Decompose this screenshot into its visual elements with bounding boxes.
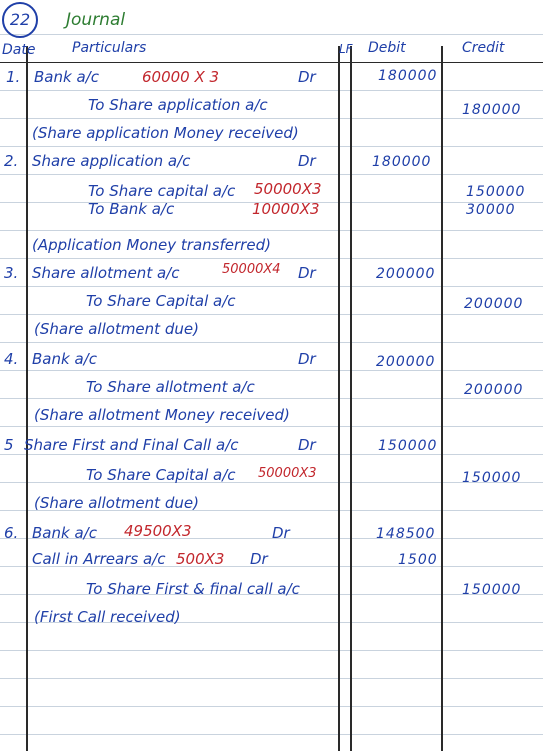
ruled-line (0, 678, 543, 679)
debit-calculation: 60000 X 3 (142, 68, 220, 86)
dr-marker: Dr (298, 152, 316, 170)
credit-amount-2: 30000 (466, 202, 516, 218)
dr-marker: Dr (298, 264, 316, 282)
header-underline (0, 62, 543, 63)
debit-account: Share allotment a/c (32, 264, 180, 282)
debit-calculation: 49500X3 (124, 522, 192, 540)
debit-account: Bank a/c (34, 68, 99, 86)
entry-number: 2. (4, 152, 19, 170)
ruled-line (0, 314, 543, 315)
debit-amount: 150000 (378, 438, 438, 454)
ruled-line (0, 650, 543, 651)
ruled-line (0, 118, 543, 119)
credit-account: To Share Capital a/c (86, 466, 236, 484)
credit-amount: 200000 (464, 296, 524, 312)
ruled-line (0, 342, 543, 343)
credit-account: To Share First & final call a/c (86, 580, 300, 598)
lf-column-divider-right (350, 46, 352, 751)
dr-marker: Dr (298, 68, 316, 86)
credit-amount: 150000 (466, 184, 526, 200)
ruled-line (0, 426, 543, 427)
debit-amount: 180000 (378, 68, 438, 84)
ruled-line (0, 258, 543, 259)
date-column-divider (26, 46, 28, 751)
credit-account-2: To Bank a/c (88, 200, 175, 218)
narration: (Share allotment Money received) (34, 406, 290, 424)
credit-column-divider (441, 46, 443, 751)
ruled-line (0, 454, 543, 455)
credit-amount: 150000 (462, 582, 522, 598)
entry-number: 1. (6, 68, 21, 86)
question-number: 22 (2, 2, 38, 38)
header-lf: LF (339, 42, 353, 56)
entry-number: 4. (4, 350, 19, 368)
page-title: Journal (66, 10, 126, 30)
dr-marker: Dr (298, 350, 316, 368)
debit-amount-2: 1500 (398, 552, 438, 568)
narration: (Share application Money received) (32, 124, 299, 142)
narration: (Share allotment due) (34, 494, 199, 512)
debit-amount: 200000 (376, 354, 436, 370)
debit-account: Bank a/c (32, 524, 97, 542)
ruled-line (0, 230, 543, 231)
debit-account: Bank a/c (32, 350, 97, 368)
dr-marker: Dr (298, 436, 316, 454)
credit-amount: 200000 (464, 382, 524, 398)
credit-account: To Share application a/c (88, 96, 268, 114)
ruled-line (0, 286, 543, 287)
ruled-line (0, 174, 543, 175)
ruled-line (0, 734, 543, 735)
header-particulars: Particulars (72, 40, 147, 56)
debit-account: Share First and Final Call a/c (24, 436, 239, 454)
credit-account: To Share allotment a/c (86, 378, 255, 396)
credit-account: To Share Capital a/c (86, 292, 236, 310)
debit-amount: 200000 (376, 266, 436, 282)
debit-amount: 148500 (376, 526, 436, 542)
ruled-line (0, 34, 543, 35)
header-credit: Credit (462, 40, 505, 56)
dr-marker: Dr (272, 524, 290, 542)
entry-number: 3. (4, 264, 19, 282)
entry-number: 5 (4, 436, 14, 454)
debit-account: Share application a/c (32, 152, 191, 170)
ruled-line (0, 90, 543, 91)
entry-number: 6. (4, 524, 19, 542)
header-debit: Debit (368, 40, 406, 56)
ruled-line (0, 146, 543, 147)
dr-marker-2: Dr (250, 550, 268, 568)
credit-amount: 150000 (462, 470, 522, 486)
ruled-line (0, 370, 543, 371)
credit-account: To Share capital a/c (88, 182, 236, 200)
debit-calculation-2: 500X3 (176, 550, 225, 568)
credit-calculation: 50000X3 (254, 180, 322, 198)
debit-calculation: 50000X4 (222, 262, 281, 277)
debit-amount: 180000 (372, 154, 432, 170)
ruled-line (0, 398, 543, 399)
credit-calculation-2: 10000X3 (252, 200, 320, 218)
header-date: Date (2, 42, 36, 58)
ruled-line (0, 706, 543, 707)
narration: (Application Money transferred) (32, 236, 271, 254)
narration: (First Call received) (34, 608, 181, 626)
credit-amount: 180000 (462, 102, 522, 118)
narration: (Share allotment due) (34, 320, 199, 338)
lf-column-divider-left (338, 46, 340, 751)
debit-account-2: Call in Arrears a/c (32, 550, 166, 568)
credit-calculation: 50000X3 (258, 466, 317, 481)
